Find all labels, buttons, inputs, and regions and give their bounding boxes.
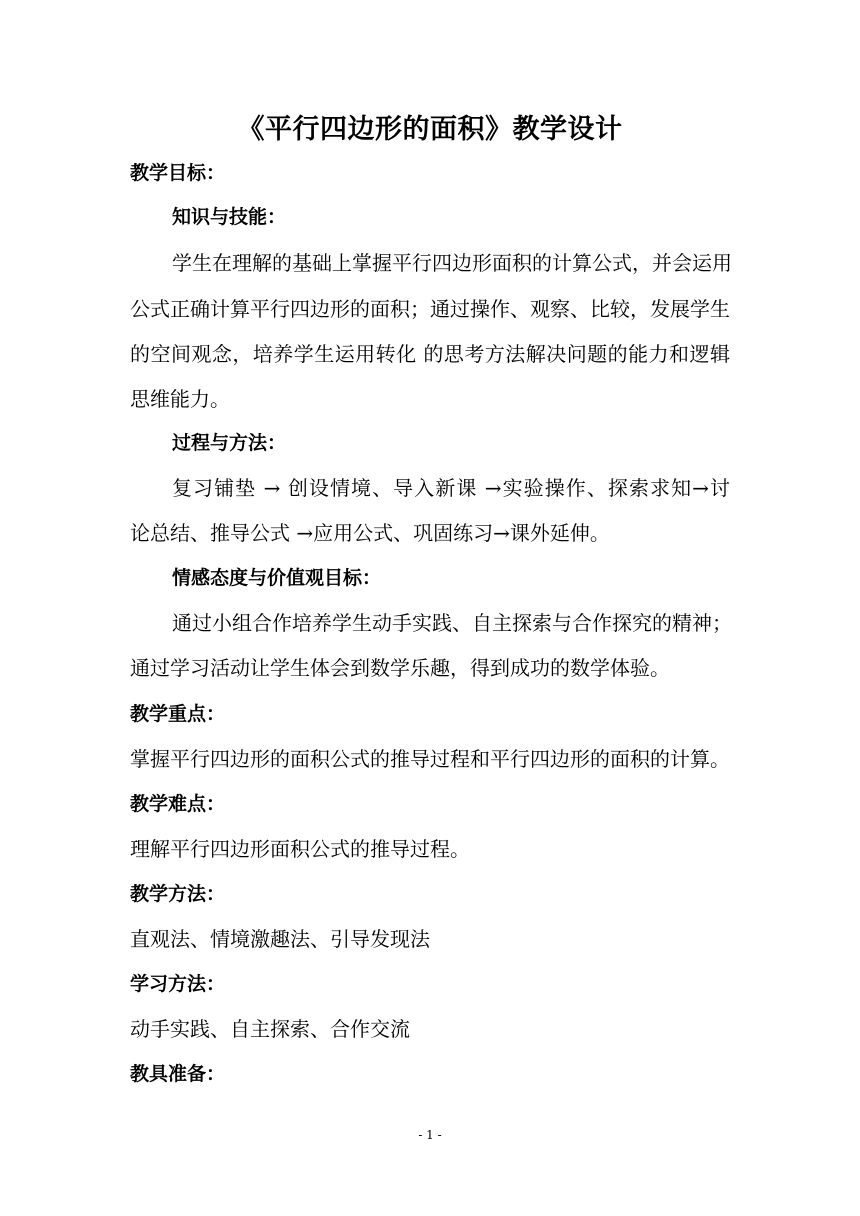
difficulty-heading: 教学难点：	[130, 793, 226, 815]
knowledge-line-1: 学生在理解的基础上掌握平行四边形面积的计算公式，并会运用	[172, 251, 732, 275]
process-line-1: 复习铺垫 → 创设情境、导入新课 →实验操作、探索求知→讨	[172, 476, 730, 500]
learning-heading: 学习方法：	[130, 973, 226, 995]
knowledge-heading: 知识与技能：	[172, 206, 287, 228]
document-title: 《平行四边形的面积》教学设计	[237, 114, 623, 145]
process-heading: 过程与方法：	[172, 432, 287, 454]
knowledge-line-3: 的空间观念，培养学生运用转化 的思考方法解决问题的能力和逻辑	[130, 342, 730, 366]
page-number: - 1 -	[418, 1128, 442, 1142]
key-point-text: 掌握平行四边形的面积公式的推导过程和平行四边形的面积的计算。	[130, 747, 730, 771]
emotion-heading: 情感态度与价值观目标：	[172, 567, 382, 589]
emotion-line-2: 通过学习活动让学生体会到数学乐趣，得到成功的数学体验。	[130, 656, 670, 680]
objectives-heading: 教学目标：	[130, 162, 226, 184]
aids-heading: 教具准备：	[130, 1063, 226, 1085]
method-text: 直观法、情境激趣法、引导发现法	[130, 927, 430, 951]
method-heading: 教学方法：	[130, 883, 226, 905]
knowledge-line-2: 公式正确计算平行四边形的面积；通过操作、观察、比较，发展学生	[130, 297, 730, 321]
difficulty-text: 理解平行四边形面积公式的推导过程。	[130, 837, 470, 861]
knowledge-line-4: 思维能力。	[130, 387, 230, 411]
emotion-line-1: 通过小组合作培养学生动手实践、自主探索与合作探究的精神；	[172, 611, 732, 635]
process-line-2: 论总结、推导公式 →应用公式、巩固练习→课外延伸。	[130, 521, 610, 545]
learning-text: 动手实践、自主探索、合作交流	[130, 1017, 410, 1041]
key-point-heading: 教学重点：	[130, 703, 226, 725]
